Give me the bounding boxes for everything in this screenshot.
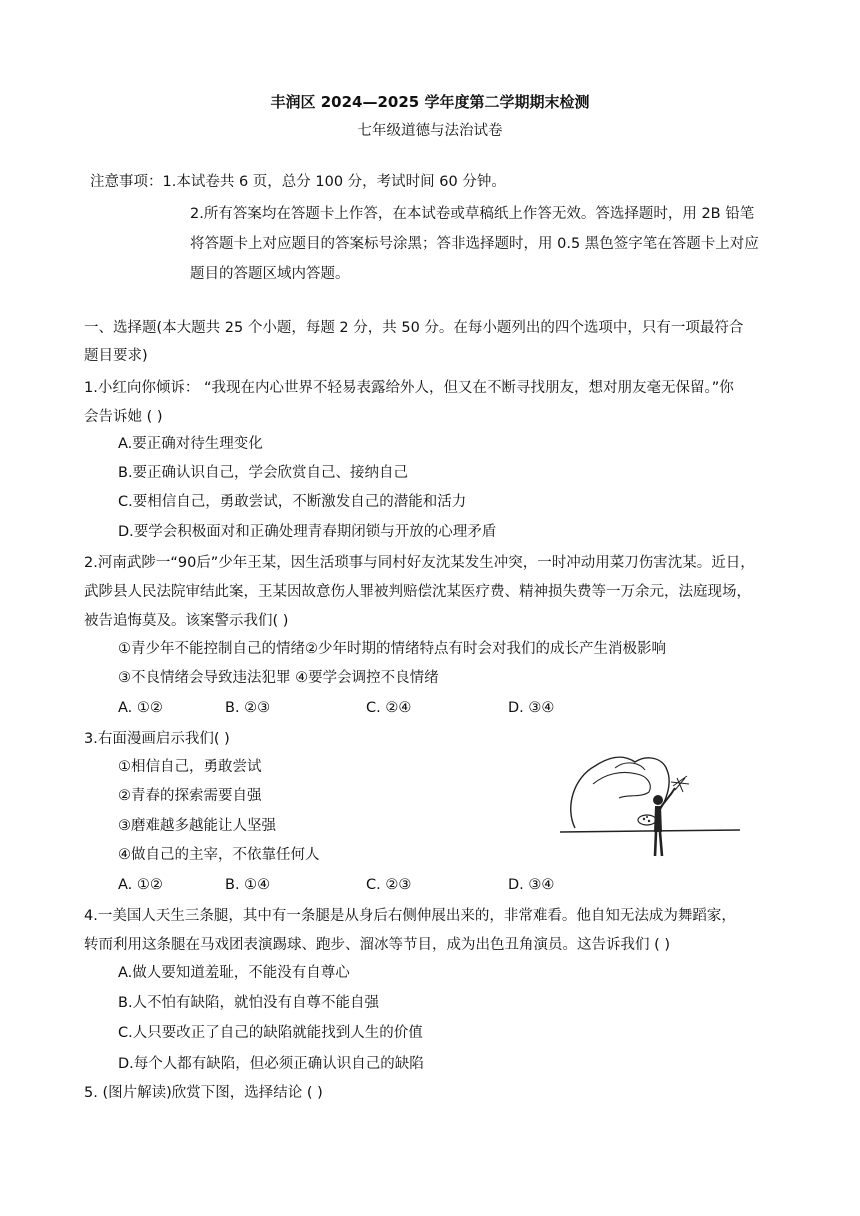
exam-subtitle: 七年级道德与法治试卷 xyxy=(357,123,503,139)
option-b: B. ②③ xyxy=(225,700,271,716)
notes-line: 注意事项：1.本试卷共 6 页，总分 100 分，考试时间 60 分钟。 xyxy=(90,174,506,190)
option-b: B. ①④ xyxy=(225,877,271,893)
statement: ③磨难越多越能让人坚强 xyxy=(118,818,276,834)
option-a: A.做人要知道羞耻，不能没有自尊心 xyxy=(118,965,350,981)
option-d: D. ③④ xyxy=(508,700,555,716)
option-c: C. ②③ xyxy=(366,877,412,893)
notes-line: 题目的答题区域内答题。 xyxy=(190,266,350,282)
option-b: B.人不怕有缺陷，就怕没有自尊不能自强 xyxy=(118,995,380,1011)
option-c: C. ②④ xyxy=(366,700,412,716)
exam-title: 丰润区 2024—2025 学年度第二学期期末检测 xyxy=(270,93,590,111)
question-stem: 4.一美国人天生三条腿，其中有一条腿是从身后右侧伸展出来的，非常难看。他自知无法成为舞蹈家， xyxy=(84,908,736,924)
option-d: D.每个人都有缺陷，但必须正确认识自己的缺陷 xyxy=(118,1056,424,1072)
statement: ④做自己的主宰，不依靠任何人 xyxy=(118,847,320,863)
option-c: C.人只要改正了自己的缺陷就能找到人生的价值 xyxy=(118,1025,423,1041)
statement: ②青春的探索需要自强 xyxy=(118,788,262,804)
question-stem: 1.小红向你倾诉： “我现在内心世界不轻易表露给外人，但又在不断寻找朋友，想对朋友毫无保留。”你 xyxy=(84,380,734,396)
question-stem: 会告诉她 ( ) xyxy=(84,409,163,425)
notes-line: 2.所有答案均在答题卡上作答，在本试卷或草稿纸上作答无效。答选择题时，用 2B 铅笔 xyxy=(190,206,755,222)
section-line: 题目要求) xyxy=(84,348,148,364)
option-d: D.要学会积极面对和正确处理青春期闭锁与开放的心理矛盾 xyxy=(118,524,497,540)
question-stem: 3.右面漫画启示我们( ) xyxy=(84,731,230,747)
section-line: 一、选择题(本大题共 25 个小题，每题 2 分，共 50 分。在每小题列出的四个选项中，只有一项最符合 xyxy=(84,320,744,336)
question-stem: 被告追悔莫及。该案警示我们( ) xyxy=(84,613,289,629)
option-a: A.要正确对待生理变化 xyxy=(118,436,263,452)
option-a: A. ①② xyxy=(118,877,163,893)
question-stem: 5. (图片解读)欣赏下图，选择结论 ( ) xyxy=(84,1085,323,1101)
option-a: A. ①② xyxy=(118,700,163,716)
statement: ③不良情绪会导致违法犯罪 ④要学会调控不良情绪 xyxy=(118,670,439,686)
statement: ①相信自己，勇敢尝试 xyxy=(118,759,262,775)
question-stem: 武陟县人民法院审结此案，王某因故意伤人罪被判赔偿沈某医疗费、精神损失费等一万余元，法庭现场， xyxy=(84,584,751,600)
option-b: B.要正确认识自己，学会欣赏自己、接纳自己 xyxy=(118,465,409,481)
notes-line: 将答题卡上对应题目的答案标号涂黑；答非选择题时，用 0.5 黑色签字笔在答题卡上对应 xyxy=(190,236,759,252)
option-c: C.要相信自己，勇敢尝试，不断激发自己的潜能和活力 xyxy=(118,494,467,510)
question-stem: 转而利用这条腿在马戏团表演踢球、跑步、溜冰等节目，成为出色丑角演员。这告诉我们 ( ) xyxy=(84,937,671,953)
question-stem: 2.河南武陟一“90后”少年王某，因生活琐事与同村好友沈某发生冲突，一时冲动用菜刀伤害沈某。近日， xyxy=(84,555,755,571)
option-d: D. ③④ xyxy=(508,877,555,893)
statement: ①青少年不能控制自己的情绪②少年时期的情绪特点有时会对我们的成长产生消极影响 xyxy=(118,641,666,657)
comic-illustration xyxy=(555,748,745,858)
